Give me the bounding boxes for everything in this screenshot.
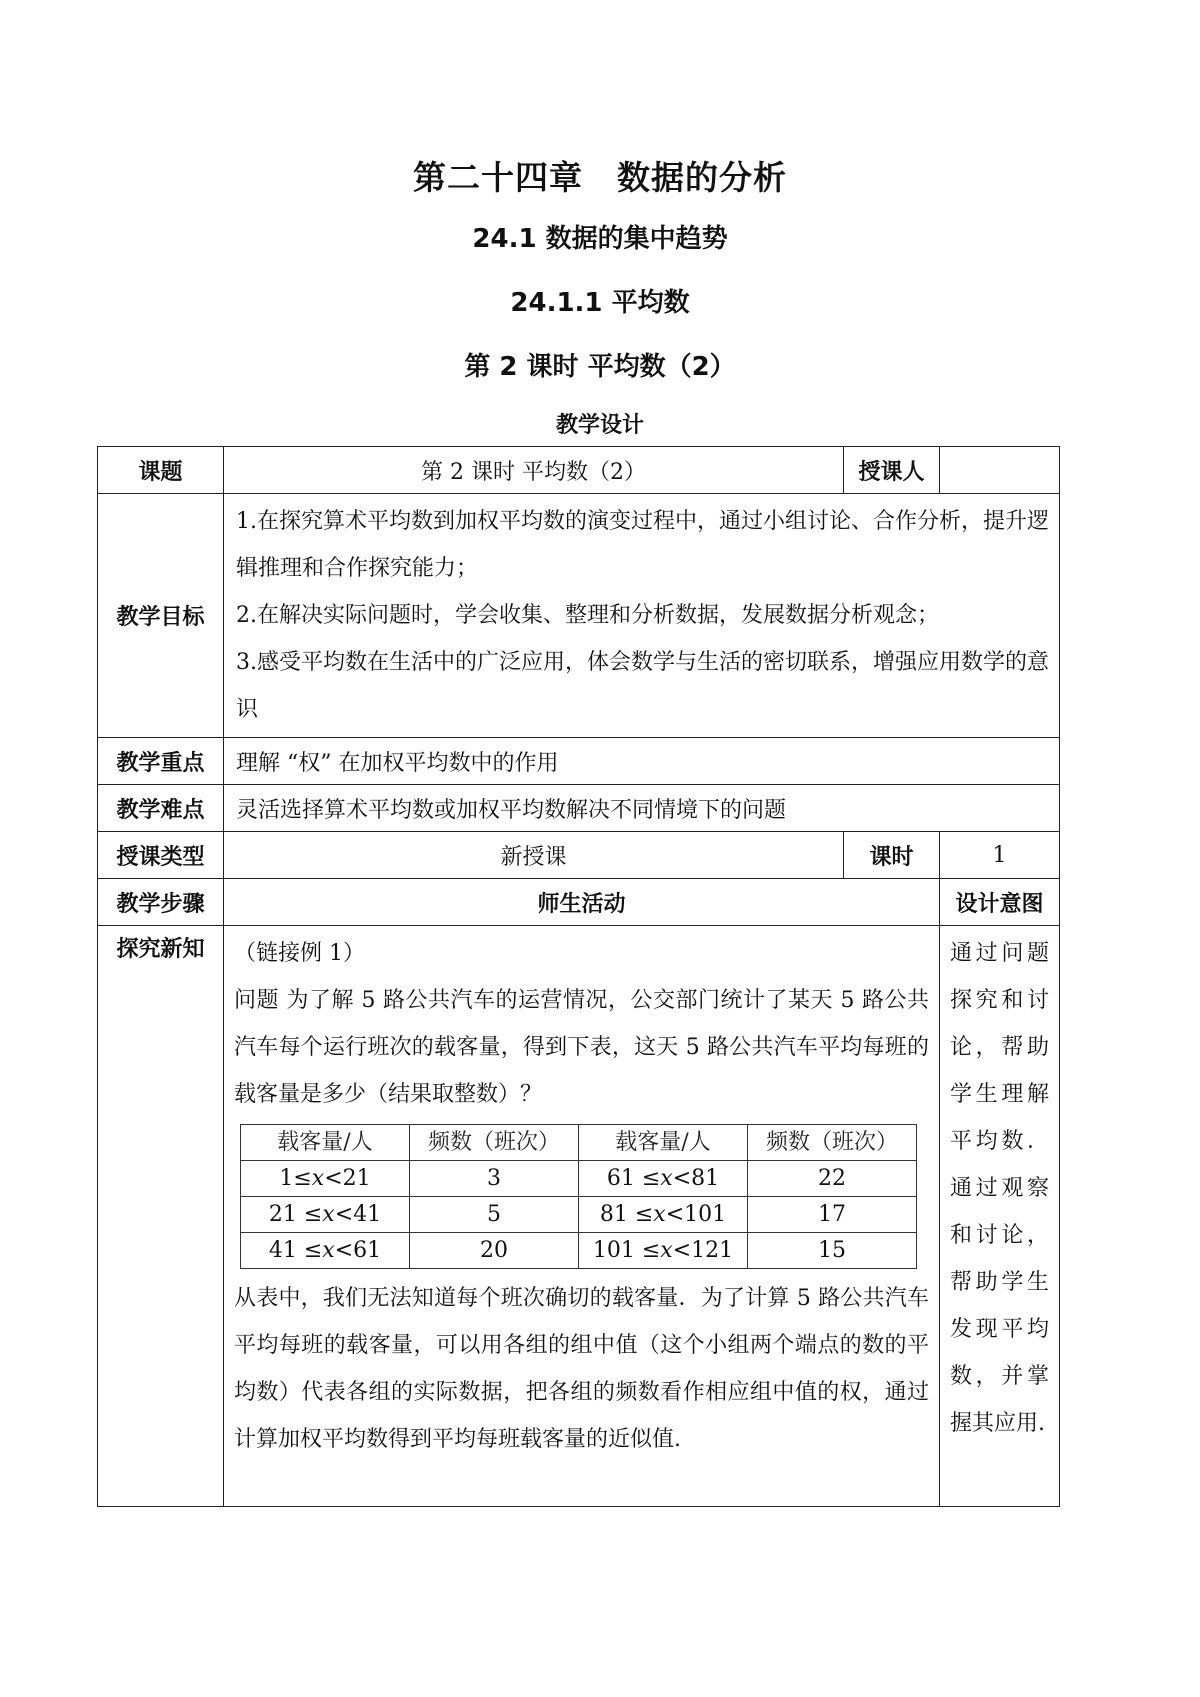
doc-label: 教学设计 <box>555 413 644 438</box>
topic-label: 课题 <box>98 447 224 494</box>
freq-cell: 20 <box>410 1233 579 1269</box>
subsection-title: 24.1.1 平均数 <box>510 288 690 318</box>
freq-header: 载客量/人 <box>579 1125 748 1161</box>
freq-header: 载客量/人 <box>241 1125 410 1161</box>
goals-label: 教学目标 <box>98 494 224 738</box>
activity-explain: 从表中，我们无法知道每个班次确切的载客量．为了计算 5 路公共汽车平均每班的载客量，可以用各组的组中值（这个小组两个端点的数的平均数）代表各组的实际数据，把各组的频数看作相应组中值的权，通过计算加权平均数得到平均每班载客量的近似值. <box>234 1286 929 1452</box>
type-label: 授课类型 <box>98 832 224 879</box>
type-value: 新授课 <box>224 832 844 879</box>
difficulty-label: 教学难点 <box>98 785 224 832</box>
freq-row <box>241 1233 917 1269</box>
lesson-title: 第 2 课时 平均数（2） <box>464 352 736 382</box>
goal-item: 3.感受平均数在生活中的广泛应用，体会数学与生活的密切联系，增强应用数学的意识 <box>236 650 1049 722</box>
activity-label: 师生活动 <box>224 879 940 926</box>
section-title: 24.1 数据的集中趋势 <box>472 224 728 254</box>
freq-row <box>241 1161 917 1197</box>
freq-cell: 15 <box>748 1233 917 1269</box>
hours-label: 课时 <box>844 832 940 879</box>
freq-cell: 5 <box>410 1197 579 1233</box>
chapter-title: 第二十四章 数据的分析 <box>413 158 787 197</box>
freq-cell: 22 <box>748 1161 917 1197</box>
lesson-plan-table <box>97 446 1060 1507</box>
difficulty-value: 灵活选择算术平均数或加权平均数解决不同情境下的问题 <box>224 785 1060 832</box>
freq-cell: 3 <box>410 1161 579 1197</box>
steps-label: 教学步骤 <box>98 879 224 926</box>
range-cell: 1≤x<21 <box>241 1161 410 1197</box>
frequency-table <box>240 1124 917 1269</box>
activity-cell <box>224 926 940 1507</box>
step-name: 探究新知 <box>98 926 224 1507</box>
teacher-label: 授课人 <box>844 447 940 494</box>
activity-link: （链接例 1） <box>234 941 365 966</box>
goal-item: 1.在探究算术平均数到加权平均数的演变过程中，通过小组讨论、合作分析，提升逻辑推理和合作探究能力； <box>236 509 1049 581</box>
freq-header: 频数（班次） <box>410 1125 579 1161</box>
range-cell: 81 ≤x<101 <box>579 1197 748 1233</box>
freq-cell: 17 <box>748 1197 917 1233</box>
activity-problem: 问题 为了解 5 路公共汽车的运营情况，公交部门统计了某天 5 路公共汽车每个运行班次的载客量，得到下表，这天 5 路公共汽车平均每班的载客量是多少（结果取整数）？ <box>234 988 929 1107</box>
range-cell: 21 ≤x<41 <box>241 1197 410 1233</box>
range-cell: 41 ≤x<61 <box>241 1233 410 1269</box>
teacher-value <box>940 447 1060 494</box>
freq-row <box>241 1197 917 1233</box>
range-cell: 61 ≤x<81 <box>579 1161 748 1197</box>
focus-label: 教学重点 <box>98 738 224 785</box>
focus-value: 理解 “权” 在加权平均数中的作用 <box>224 738 1060 785</box>
intent-label: 设计意图 <box>940 879 1060 926</box>
goal-item: 2.在解决实际问题时，学会收集、整理和分析数据，发展数据分析观念； <box>236 603 939 628</box>
topic-value: 第 2 课时 平均数（2） <box>224 447 844 494</box>
goals-cell <box>224 494 1060 738</box>
intent-value: 通过问题探究和讨论，帮助学生理解平均数．通过观察和讨论，帮助学生发现平均数，并掌握其应用. <box>940 926 1060 1507</box>
freq-header: 频数（班次） <box>748 1125 917 1161</box>
hours-value: 1 <box>940 832 1060 879</box>
range-cell: 101 ≤x<121 <box>579 1233 748 1269</box>
